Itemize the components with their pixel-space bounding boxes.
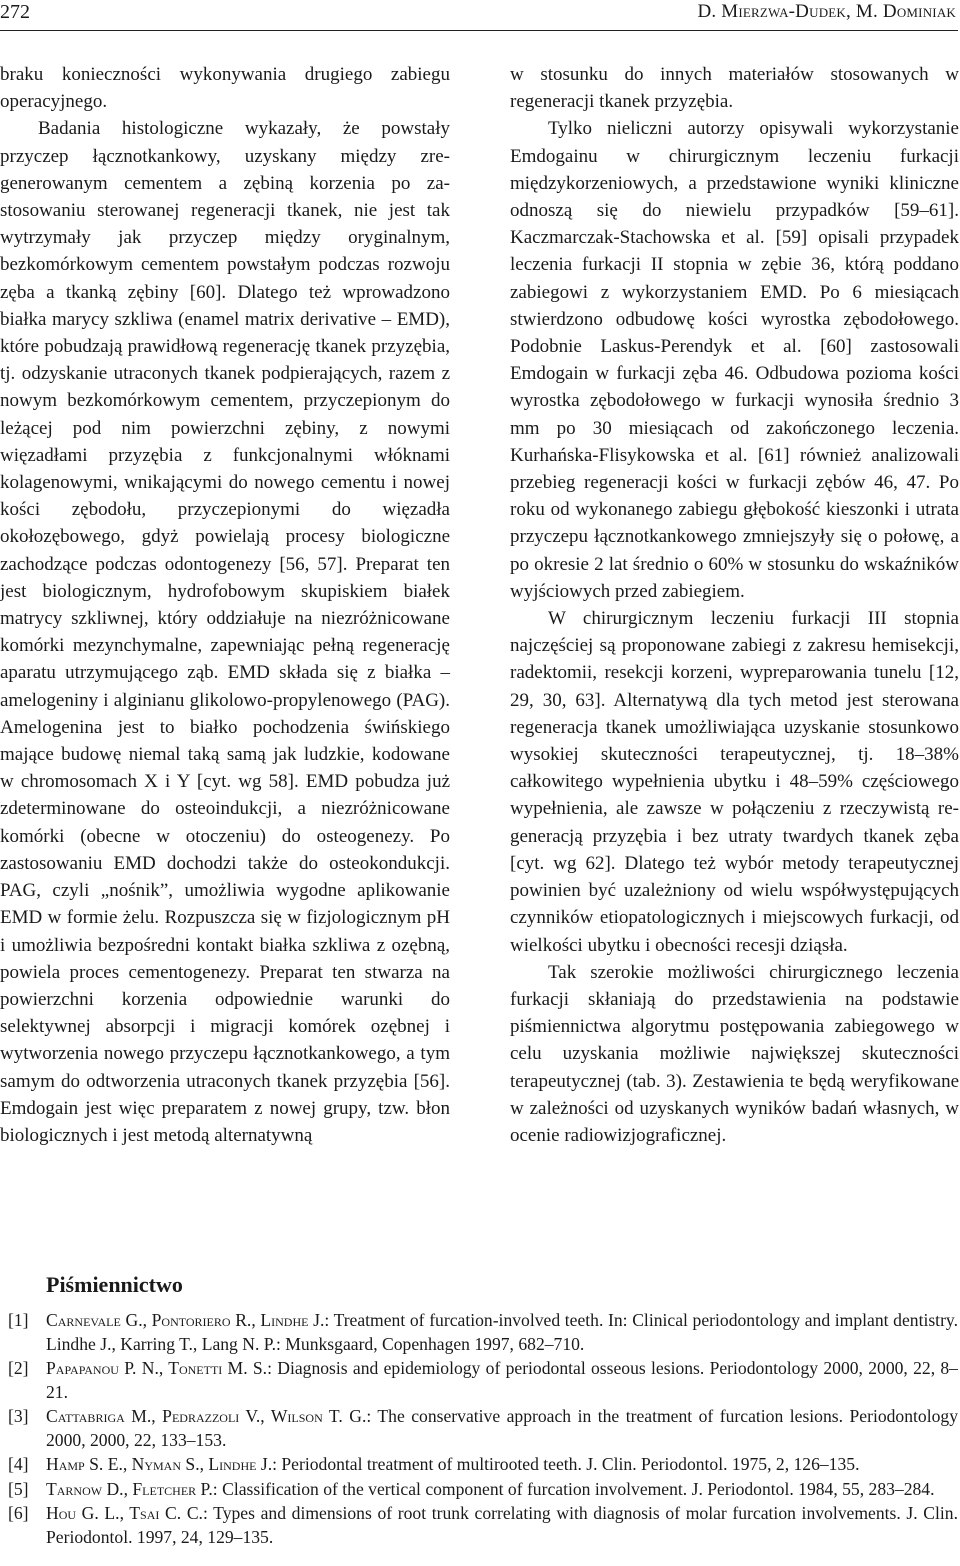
reference-authors: Hou G. L., Tsai C. C. [46,1503,203,1523]
paragraph: w stosunku do innych materiałów stosowanych w regeneracji tkanek przyzębia. [510,64,959,113]
reference-text: : Classification of the vertical component of furcation involvement. J. Periodontol. 1984, 55, 283–284. [212,1478,935,1499]
reference-number: [2] [8,1358,29,1378]
running-head: D. Mierzwa-Dudek, M. Dominiak [697,1,956,22]
reference-authors: Papapanou P. N., Tonetti M. S. [46,1358,268,1378]
right-column [510,61,959,1149]
reference-authors: Carnevale G., Pontoriero R., Lindhe J. [46,1310,325,1330]
reference-list [0,1309,960,1549]
reference-number: [4] [8,1454,29,1474]
references-heading: Piśmiennictwo [46,1272,183,1297]
paragraph: Badania histologiczne wykazały, że powstały przyczep łącznotkankowy, uzyskany między zregenerowanym cementem a zębiną korzenia po zastosowaniu sterowanej regeneracji tkanek, nie jest tak wytrzymały jak przyczep między oryginalnym, bezkomórkowym cementem powstałym podczas rozwoju zęba a tkanką zębiny [60]. Dlatego też wprowadzono białka marycy szkliwa (enamel matrix derivative – EMD), które pobudzają prawidłową regenerację tkanek przyzębia, tj. odzyskanie utraconych tkanek podpierających, razem z nowym bezkomórkowym cementem, przyczepionym do leżącej pod nim powierzchni zębiny, z nowymi więzadłami przyzębia z funkcjonalnymi włóknami kolagenowymi, wnikającymi do nowego cementu i nowej kości zębodołu, przyczepionymi do więzadła okołozębowego, gdyż powielają procesy biologiczne zachodzące podczas odontogenezy [56, 57]. Preparat ten jest biologicznym, hydrofobowym skupiskiem białek matrycy szkliwnej, który oddziałuje na niezróżnicowane komórki mezynchymalne, zapewniając pełną regenerację aparatu utrzymującego ząb. EMD składa się z białka – amelogeniny i alginianu glikolowo-propylenowego (PAG). Amelogenina jest to białko pochodzenia świńskiego mające budowę niemal taką samą jak ludzkie, kodowane w chromosomach X i Y [cyt. wg 58]. EMD pobudza już zdeterminowane do osteoindukcji, a niezróżnicowane komórki (obecne w otoczeniu) do osteogenezy. Po zastosowaniu EMD dochodzi także do osteokondukcji. PAG, czyli „nośnik”, umożliwia wygodne aplikowanie EMD w formie żelu. Rozpuszcza się w fizjologicznym pH i umożliwia bezpośredni kontakt białka szkliwa z ozębną, powiela proces cementogenezy. Preparat ten stwarza na powierzchni korzenia odpowiednie warunki do selektywnej absorpcji i migracji komórek ozębnej i wytworzenia nowego przyczepu łącznotkankowego, a tym samym do odtworzenia utraconych tkanek przyzębia [56]. Emdogain jest więc preparatem z nowej grupy, tzw. błon biologicznych i jest metodą alternatywną [0,118,450,1146]
left-column [0,61,450,1149]
reference-authors: Cattabriga M., Pedrazzoli V., Wilson T. G. [46,1406,367,1426]
reference-authors: Tarnow D., Fletcher P. [46,1478,213,1499]
reference-number: [6] [8,1503,29,1523]
reference-item [0,1502,960,1549]
reference-item [0,1357,960,1404]
reference-item [0,1309,960,1356]
reference-text: : Periodontal treatment of multirooted teeth. J. Clin. Periodontol. 1975, 2, 126–135. [272,1454,860,1474]
header-rule [0,30,958,31]
reference-text: : The conservative approach in the treatment of furcation lesions. Periodontology 2000, 2000, 22, 133–153. [46,1406,958,1450]
paragraph: W chirurgicznym leczeniu furkacji III stopnia najczęściej są proponowane zabiegi z zakresu hemisekcji, radektomii, resekcji korzeni, wypreparowania tunelu [12, 29, 30, 63]. Alternatywą dla tych metod jest sterowana regeneracja tkanek umożliwiająca uzyskanie stosunkowo wysokiej skuteczności terapeutycznej, tj. 18–38% całkowitego wypełnienia ubytku i 48–59% częściowego wypełnienia, ale zawsze w połączeniu z rzeczywistą regeneracją przyzębia i bez utraty twardych tkanek zęba [cyt. wg 62]. Dlatego też wybór metody terapeutycznej powinien być uzależniony od wielu współwystępujących czynników etiopatologicznych i miejscowych furkacji, od wielkości ubytku i obecności recesji dziąsła. [510,608,959,956]
reference-text: : Diagnosis and epidemiology of periodontal osseous lesions. Periodontology 2000, 2000, 22, 8–21. [46,1358,958,1402]
reference-number: [3] [8,1406,29,1426]
page-header [0,0,960,30]
reference-text: : Types and dimensions of root trunk correlating with diagnosis of molar furcation involvements. J. Clin. Periodontol. 1997, 24, 129–135. [46,1503,958,1547]
reference-item [0,1453,960,1477]
page-number: 272 [0,1,30,23]
reference-item [0,1405,960,1452]
reference-authors: Hamp S. E., Nyman S., Lindhe J. [46,1454,273,1474]
references-section [0,1271,960,1550]
reference-number: [5] [8,1478,29,1499]
reference-text: : Treatment of furcation-involved teeth. In: Clinical periodontology and implant dentistry. Lindhe J., Karring T., Lang N. P.: Munksgaard, Copenhagen 1997, 682–710. [46,1310,958,1354]
paragraph: braku konieczności wykonywania drugiego zabiegu operacyjnego. [0,64,450,113]
paragraph: Tylko nieliczni autorzy opisywali wykorzystanie Emdogainu w chirurgicznym leczeniu furkacji międzykorzeniowych, a przedstawione wyniki kliniczne odnoszą się do niewielu przypadków [59–61]. Kaczmarczak-Stachowska et al. [59] opisali przypadek leczenia furkacji II stopnia w zębie 36, którą poddano zabiegowi z wykorzystaniem EMD. Po 6 miesiącach stwierdzono odbudowę kości wyrostka zębodołowego. Podobnie Laskus-Perendyk et al. [60] zastosowali Emdogain w furkacji zęba 46. Odbudowa pozioma kości wyrostka zębodołowego w furkacji wynosiła średnio 3 mm po 30 miesiącach od zakończonego leczenia. Kurhańska-Flisykowska et al. [61] również analizowali przebieg regeneracji kości w furkacji zębów 46, 47. Po roku od wykonanego zabiegu głębokość kieszonki i utrata przyczepu łącznotkankowego zmniejszyły się o połowę, a po okresie 2 lat średnio o 60% w stosunku do wskaźników wyjściowych przed zabiegiem. [510,118,959,602]
paragraph: Tak szerokie możliwości chirurgicznego leczenia furkacji skłaniają do przedstawienia na podstawie piśmiennictwa algorytmu postępowania zabiegowego w celu uzyskania możliwie największej skuteczności terapeutycznej (tab. 3). Zestawienia te będą weryfikowane w zależności od uzyskanych wyników badań własnych, w ocenie radiowizjograficznej. [510,961,959,1146]
reference-item [0,1478,960,1502]
reference-number: [1] [8,1310,29,1330]
